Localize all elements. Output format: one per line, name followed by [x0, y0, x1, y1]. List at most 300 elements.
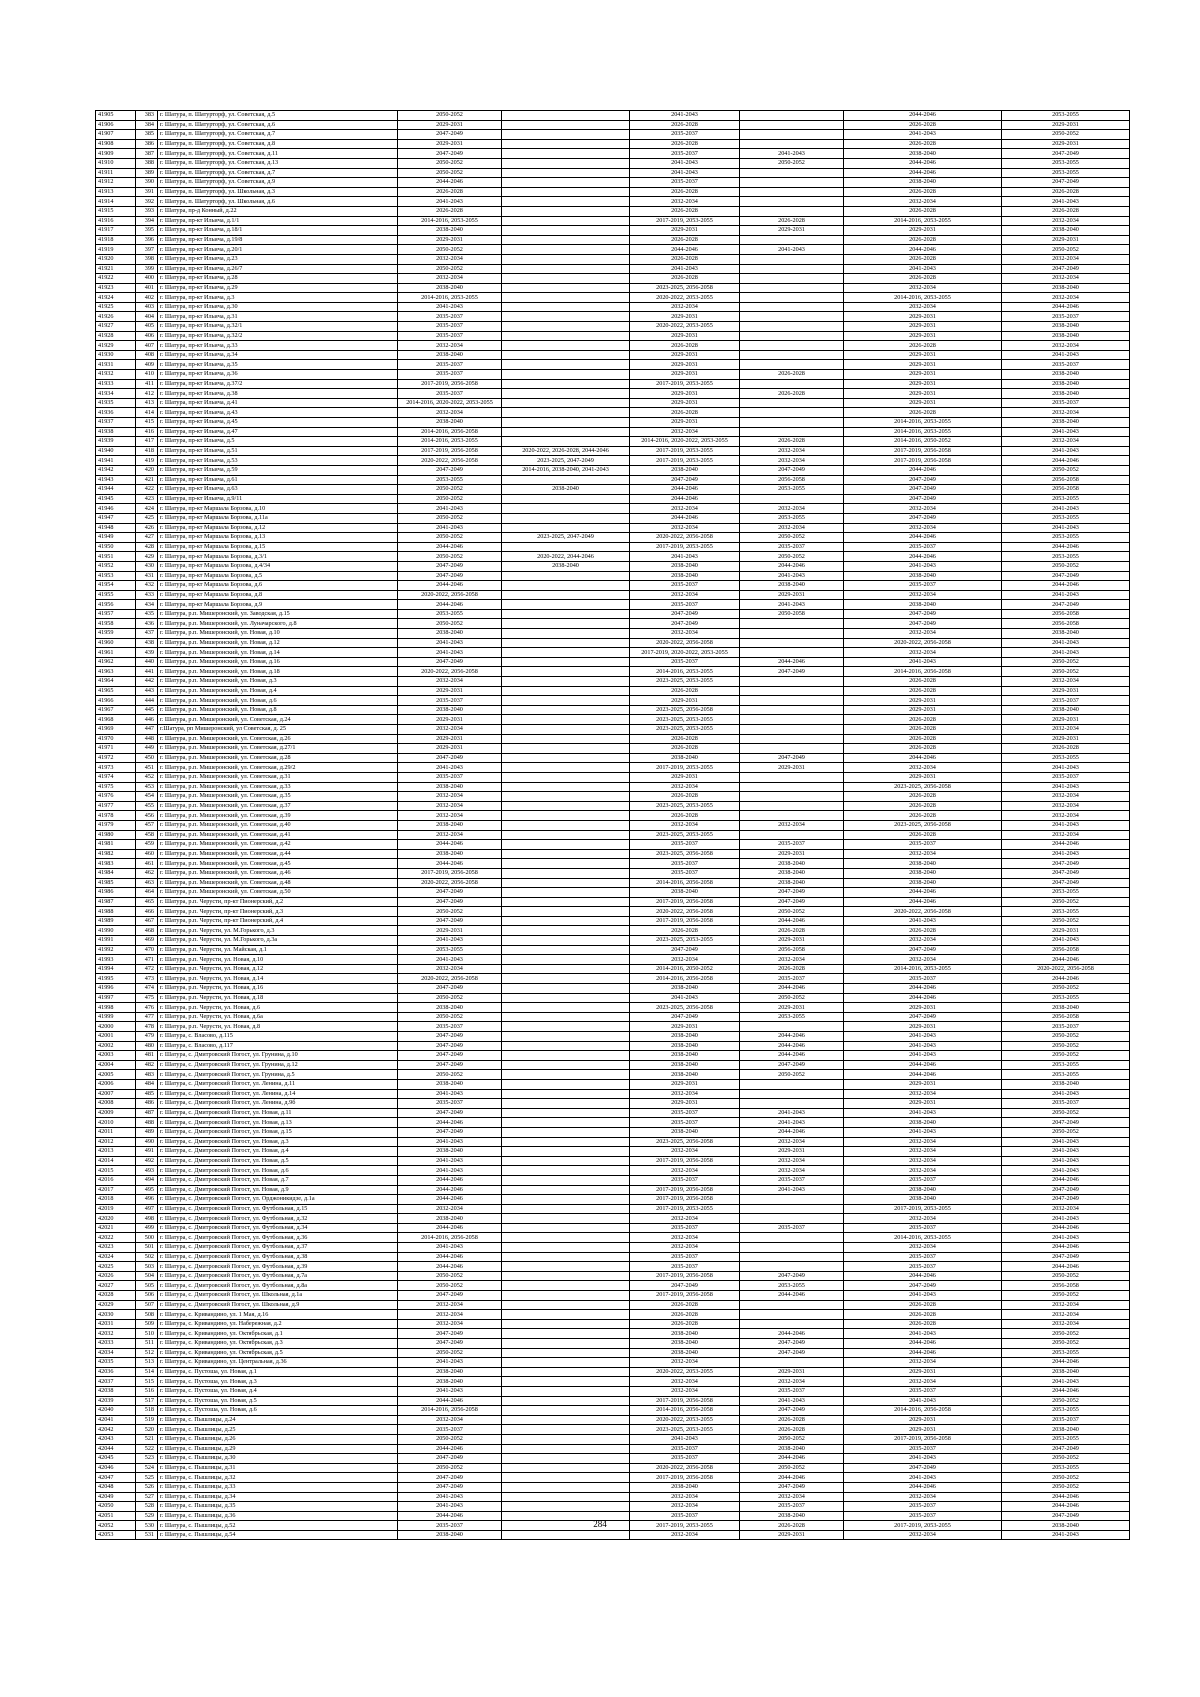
col-d-value: 2044-2046	[398, 1175, 502, 1185]
col-g-value: 2044-2046	[740, 1329, 844, 1339]
col-i-value: 2044-2046	[1002, 1175, 1130, 1185]
col-i-value: 2047-2049	[1002, 868, 1130, 878]
col-f-value: 2020-2022, 2056-2058	[630, 1463, 740, 1473]
col-d-value: 2017-2019, 2056-2058	[398, 446, 502, 456]
col-i-value: 2038-2040	[1002, 322, 1130, 332]
col-h-value: 2032-2034	[844, 1243, 1002, 1253]
col-e-value	[502, 111, 630, 121]
col-e-value	[502, 1444, 630, 1454]
col-g-value: 2029-2031	[740, 1367, 844, 1377]
row-address: г. Шатура, п. Шатурторф, ул. Школьная, д.3	[158, 187, 398, 197]
row-address: г. Шатура, п. Шатурторф, ул. Советская, д.13	[158, 158, 398, 168]
col-d-value: 2035-2037	[398, 312, 502, 322]
col-d-value: 2041-2043	[398, 1492, 502, 1502]
col-d-value: 2038-2040	[398, 1003, 502, 1013]
table-row	[96, 379, 1130, 389]
col-f-value: 2032-2034	[630, 1214, 740, 1224]
row-code: 41951	[96, 552, 136, 562]
col-e-value	[502, 1233, 630, 1243]
col-h-value: 2029-2031	[844, 1425, 1002, 1435]
col-f-value: 2029-2031	[630, 418, 740, 428]
col-d-value: 2050-2052	[398, 485, 502, 495]
table-row	[96, 120, 1130, 130]
col-g-value	[740, 772, 844, 782]
col-f-value: 2023-2025, 2053-2055	[630, 725, 740, 735]
col-g-value: 2041-2043	[740, 245, 844, 255]
col-d-value: 2044-2046	[398, 1511, 502, 1521]
table-row	[96, 465, 1130, 475]
col-i-value: 2044-2046	[1002, 1386, 1130, 1396]
col-g-value: 2047-2049	[740, 753, 844, 763]
row-code: 41970	[96, 734, 136, 744]
table-row	[96, 178, 1130, 188]
col-d-value: 2041-2043	[398, 1358, 502, 1368]
col-d-value: 2029-2031	[398, 734, 502, 744]
col-f-value: 2014-2016, 2053-2055	[630, 667, 740, 677]
row-code: 41987	[96, 897, 136, 907]
col-f-value: 2038-2040	[630, 1127, 740, 1137]
col-e-value	[502, 840, 630, 850]
col-h-value: 2047-2049	[844, 609, 1002, 619]
col-h-value: 2047-2049	[844, 494, 1002, 504]
row-number: 451	[136, 763, 158, 773]
row-number: 393	[136, 206, 158, 216]
col-d-value: 2047-2049	[398, 1482, 502, 1492]
row-address: г. Шатура, пр-кт Ильича, д.31	[158, 312, 398, 322]
row-number: 444	[136, 696, 158, 706]
row-code: 41910	[96, 158, 136, 168]
row-code: 41954	[96, 581, 136, 591]
row-address: г. Шатура, р.п. Черусти, ул. Новая, д.16	[158, 984, 398, 994]
col-g-value: 2035-2037	[740, 1502, 844, 1512]
row-address: г. Шатура, п. Шатурторф, ул. Советская, д.8	[158, 139, 398, 149]
col-i-value: 2047-2049	[1002, 859, 1130, 869]
row-number: 394	[136, 216, 158, 226]
row-number: 495	[136, 1185, 158, 1195]
col-e-value	[502, 360, 630, 370]
col-e-value	[502, 379, 630, 389]
table-row	[96, 1070, 1130, 1080]
col-f-value: 2032-2034	[630, 1386, 740, 1396]
row-address: г. Шатура, пр-кт Маршала Борзова, д.5	[158, 571, 398, 581]
col-g-value	[740, 408, 844, 418]
row-code: 41932	[96, 370, 136, 380]
table-row	[96, 926, 1130, 936]
col-h-value: 2017-2019, 2056-2058	[844, 456, 1002, 466]
col-h-value: 2038-2040	[844, 1185, 1002, 1195]
table-row	[96, 1415, 1130, 1425]
col-g-value: 2041-2043	[740, 149, 844, 159]
col-f-value: 2032-2034	[630, 1243, 740, 1253]
col-d-value: 2047-2049	[398, 984, 502, 994]
row-number: 450	[136, 753, 158, 763]
col-f-value: 2017-2019, 2056-2058	[630, 897, 740, 907]
col-f-value: 2023-2025, 2056-2058	[630, 705, 740, 715]
col-e-value	[502, 322, 630, 332]
col-f-value: 2035-2037	[630, 657, 740, 667]
col-f-value: 2035-2037	[630, 1108, 740, 1118]
col-h-value: 2032-2034	[844, 1214, 1002, 1224]
row-number: 443	[136, 686, 158, 696]
col-e-value	[502, 571, 630, 581]
row-address: г. Шатура, пр-кт Ильича, д.36	[158, 370, 398, 380]
table-row	[96, 302, 1130, 312]
col-h-value: 2023-2025, 2056-2058	[844, 782, 1002, 792]
col-f-value: 2047-2049	[630, 1012, 740, 1022]
col-e-value	[502, 1204, 630, 1214]
row-code: 42019	[96, 1204, 136, 1214]
col-g-value	[740, 350, 844, 360]
row-address: г. Шатура, с. Дмитровский Погост, ул. Новая, д.9	[158, 1185, 398, 1195]
col-d-value: 2014-2016, 2056-2058	[398, 1406, 502, 1416]
table-row	[96, 1444, 1130, 1454]
col-i-value: 2029-2031	[1002, 235, 1130, 245]
table-row	[96, 1147, 1130, 1157]
row-address: г. Шатура, пр-кт Ильича, д.47	[158, 427, 398, 437]
table-row	[96, 197, 1130, 207]
col-h-value: 2026-2028	[844, 206, 1002, 216]
col-h-value: 2044-2046	[844, 888, 1002, 898]
row-address: г. Шатура, пр-д Конный, д.22	[158, 206, 398, 216]
col-e-value	[502, 878, 630, 888]
table-row	[96, 1214, 1130, 1224]
col-e-value: 2038-2040	[502, 485, 630, 495]
row-code: 41983	[96, 859, 136, 869]
col-e-value	[502, 226, 630, 236]
row-code: 41989	[96, 916, 136, 926]
col-h-value: 2035-2037	[844, 1223, 1002, 1233]
col-e-value	[502, 1012, 630, 1022]
row-code: 42023	[96, 1243, 136, 1253]
row-code: 41988	[96, 907, 136, 917]
col-e-value	[502, 1175, 630, 1185]
col-h-value: 2026-2028	[844, 274, 1002, 284]
col-e-value: 2038-2040	[502, 561, 630, 571]
col-f-value: 2023-2025, 2056-2058	[630, 283, 740, 293]
row-number: 520	[136, 1425, 158, 1435]
col-i-value: 2032-2034	[1002, 677, 1130, 687]
row-code: 41966	[96, 696, 136, 706]
col-d-value: 2032-2034	[398, 677, 502, 687]
row-number: 530	[136, 1521, 158, 1531]
row-address: г. Шатура, р.п. Мишеронский, ул. Новая, д.14	[158, 648, 398, 658]
col-d-value: 2035-2037	[398, 370, 502, 380]
col-h-value: 2041-2043	[844, 1032, 1002, 1042]
col-h-value: 2032-2034	[844, 1530, 1002, 1540]
row-number: 496	[136, 1195, 158, 1205]
col-i-value: 2032-2034	[1002, 216, 1130, 226]
row-code: 41936	[96, 408, 136, 418]
row-code: 42012	[96, 1137, 136, 1147]
col-i-value: 2035-2037	[1002, 772, 1130, 782]
col-f-value: 2023-2025, 2056-2058	[630, 1137, 740, 1147]
row-number: 438	[136, 638, 158, 648]
table-row	[96, 581, 1130, 591]
row-address: г. Шатура, пр-кт Ильича, д.63	[158, 485, 398, 495]
row-address: г. Шатура, р.п. Черусти, пр-кт Пионерский, д.4	[158, 916, 398, 926]
col-e-value	[502, 350, 630, 360]
row-address: г. Шатура, с. Кривандино, ул. Октябрьская, д.1	[158, 1329, 398, 1339]
col-d-value: 2050-2052	[398, 111, 502, 121]
row-address: г. Шатура, р.п. Черусти, ул. М.Горького, д.3а	[158, 936, 398, 946]
row-code: 42016	[96, 1175, 136, 1185]
col-g-value	[740, 139, 844, 149]
row-code: 41949	[96, 533, 136, 543]
col-i-value: 2050-2052	[1002, 984, 1130, 994]
row-address: г. Шатура, пр-кт Ильича, д.28	[158, 274, 398, 284]
col-e-value	[502, 1396, 630, 1406]
row-code: 41990	[96, 926, 136, 936]
col-f-value: 2032-2034	[630, 629, 740, 639]
col-h-value: 2044-2046	[844, 1271, 1002, 1281]
col-i-value: 2035-2037	[1002, 1415, 1130, 1425]
col-f-value: 2035-2037	[630, 859, 740, 869]
col-e-value	[502, 638, 630, 648]
row-address: г. Шатура, пр-кт Ильича, д.35	[158, 360, 398, 370]
col-f-value: 2026-2028	[630, 734, 740, 744]
col-g-value: 2038-2040	[740, 868, 844, 878]
col-e-value	[502, 1118, 630, 1128]
table-row	[96, 1502, 1130, 1512]
col-d-value: 2032-2034	[398, 1300, 502, 1310]
row-address: г. Шатура, пр-кт Маршала Борзова, д.3/1	[158, 552, 398, 562]
row-code: 41920	[96, 254, 136, 264]
row-code: 41999	[96, 1012, 136, 1022]
col-g-value	[740, 235, 844, 245]
table-row	[96, 293, 1130, 303]
col-d-value: 2047-2049	[398, 888, 502, 898]
col-e-value	[502, 619, 630, 629]
row-address: г. Шатура, с. Пышлицы, д.30	[158, 1454, 398, 1464]
col-d-value: 2044-2046	[398, 178, 502, 188]
row-address: г. Шатура, п. Шатурторф, ул. Советская, д.7	[158, 168, 398, 178]
col-h-value: 2032-2034	[844, 1089, 1002, 1099]
col-h-value: 2026-2028	[844, 792, 1002, 802]
col-i-value: 2032-2034	[1002, 274, 1130, 284]
row-code: 41959	[96, 629, 136, 639]
row-address: г. Шатура, с. Кривандино, ул. Октябрьская, д.3	[158, 1339, 398, 1349]
col-i-value: 2029-2031	[1002, 926, 1130, 936]
col-g-value	[740, 494, 844, 504]
col-f-value: 2017-2019, 2053-2055	[630, 1204, 740, 1214]
table-row	[96, 216, 1130, 226]
col-e-value	[502, 389, 630, 399]
col-d-value: 2050-2052	[398, 1281, 502, 1291]
col-i-value: 2056-2058	[1002, 1281, 1130, 1291]
row-address: г. Шатура, р.п. Мишеронский, ул. Советская, д.33	[158, 782, 398, 792]
col-f-value: 2023-2025, 2053-2055	[630, 830, 740, 840]
col-g-value: 2044-2046	[740, 657, 844, 667]
col-e-value	[502, 1127, 630, 1137]
col-e-value	[502, 1032, 630, 1042]
col-e-value	[502, 120, 630, 130]
col-d-value: 2014-2016, 2056-2058	[398, 427, 502, 437]
row-number: 392	[136, 197, 158, 207]
col-f-value: 2041-2043	[630, 264, 740, 274]
row-address: г. Шатура, р.п. Мишеронский, ул. Заводская, д.15	[158, 609, 398, 619]
row-address: г. Шатура, р.п. Мишеронский, ул. Советская, д.28	[158, 753, 398, 763]
col-h-value: 2026-2028	[844, 341, 1002, 351]
row-code: 41907	[96, 130, 136, 140]
col-h-value: 2014-2016, 2053-2055	[844, 1233, 1002, 1243]
col-i-value: 2041-2043	[1002, 936, 1130, 946]
col-g-value: 2050-2058	[740, 609, 844, 619]
col-e-value	[502, 984, 630, 994]
col-h-value: 2026-2028	[844, 254, 1002, 264]
col-h-value: 2038-2040	[844, 149, 1002, 159]
col-i-value: 2053-2055	[1002, 533, 1130, 543]
row-code: 41931	[96, 360, 136, 370]
col-i-value: 2038-2040	[1002, 1367, 1130, 1377]
col-i-value: 2053-2055	[1002, 1463, 1130, 1473]
col-i-value: 2035-2037	[1002, 1099, 1130, 1109]
col-h-value: 2035-2037	[844, 581, 1002, 591]
col-d-value: 2038-2040	[398, 418, 502, 428]
col-e-value	[502, 859, 630, 869]
row-address: г. Шатура, с. Пышлицы, д.34	[158, 1492, 398, 1502]
col-h-value: 2029-2031	[844, 398, 1002, 408]
col-d-value: 2026-2028	[398, 187, 502, 197]
table-row	[96, 1271, 1130, 1281]
col-g-value	[740, 801, 844, 811]
row-address: г. Шатура, р.п. Мишеронский, ул. Советская, д.41	[158, 830, 398, 840]
col-g-value: 2029-2031	[740, 226, 844, 236]
col-f-value: 2020-2022, 2056-2058	[630, 533, 740, 543]
col-e-value	[502, 1089, 630, 1099]
col-f-value: 2032-2034	[630, 820, 740, 830]
col-g-value: 2026-2028	[740, 216, 844, 226]
col-i-value: 2044-2046	[1002, 1502, 1130, 1512]
col-f-value: 2035-2037	[630, 581, 740, 591]
table-row	[96, 571, 1130, 581]
col-i-value: 2032-2034	[1002, 1319, 1130, 1329]
row-code: 41941	[96, 456, 136, 466]
col-e-value	[502, 782, 630, 792]
row-address: г. Шатура, пр-кт Ильича, д.45	[158, 418, 398, 428]
row-code: 41972	[96, 753, 136, 763]
col-g-value	[740, 427, 844, 437]
col-d-value: 2035-2037	[398, 331, 502, 341]
row-number: 462	[136, 868, 158, 878]
row-number: 410	[136, 370, 158, 380]
row-number: 514	[136, 1367, 158, 1377]
col-d-value: 2041-2043	[398, 1156, 502, 1166]
col-i-value: 2050-2052	[1002, 1454, 1130, 1464]
table-row	[96, 820, 1130, 830]
col-g-value: 2029-2031	[740, 849, 844, 859]
col-i-value: 2050-2052	[1002, 561, 1130, 571]
row-address: г. Шатура, р.п. Мишеронский, ул. Новая, д.10	[158, 629, 398, 639]
col-f-value: 2026-2028	[630, 274, 740, 284]
col-e-value	[502, 178, 630, 188]
row-number: 414	[136, 408, 158, 418]
row-number: 517	[136, 1396, 158, 1406]
row-number: 437	[136, 629, 158, 639]
col-d-value: 2050-2052	[398, 533, 502, 543]
row-number: 531	[136, 1530, 158, 1540]
row-code: 41937	[96, 418, 136, 428]
row-address: г. Шатура, с. Кривандино, ул. 1 Мая, д.16	[158, 1310, 398, 1320]
col-d-value: 2047-2049	[398, 561, 502, 571]
row-code: 41958	[96, 619, 136, 629]
row-code: 42011	[96, 1127, 136, 1137]
col-d-value: 2038-2040	[398, 1214, 502, 1224]
row-number: 505	[136, 1281, 158, 1291]
col-f-value: 2038-2040	[630, 1032, 740, 1042]
row-number: 468	[136, 926, 158, 936]
col-d-value: 2041-2043	[398, 504, 502, 514]
col-d-value: 2044-2046	[398, 581, 502, 591]
col-d-value: 2050-2052	[398, 513, 502, 523]
row-address: г. Шатура, пр-кт Ильича, д.26/7	[158, 264, 398, 274]
col-f-value: 2047-2049	[630, 945, 740, 955]
col-f-value: 2044-2046	[630, 494, 740, 504]
col-g-value: 2035-2037	[740, 1175, 844, 1185]
col-d-value: 2047-2049	[398, 916, 502, 926]
row-code: 41964	[96, 677, 136, 687]
col-f-value: 2014-2016, 2056-2058	[630, 1406, 740, 1416]
col-f-value: 2032-2034	[630, 1089, 740, 1099]
col-g-value: 2032-2034	[740, 1166, 844, 1176]
col-e-value	[502, 1329, 630, 1339]
col-h-value: 2038-2040	[844, 878, 1002, 888]
table-row	[96, 504, 1130, 514]
col-f-value: 2032-2034	[630, 523, 740, 533]
row-number: 472	[136, 964, 158, 974]
col-g-value: 2035-2037	[740, 542, 844, 552]
col-d-value: 2047-2049	[398, 1108, 502, 1118]
table-row	[96, 1319, 1130, 1329]
col-i-value: 2038-2040	[1002, 379, 1130, 389]
col-e-value	[502, 1291, 630, 1301]
col-f-value: 2020-2022, 2053-2055	[630, 322, 740, 332]
row-code: 41960	[96, 638, 136, 648]
col-i-value: 2041-2043	[1002, 523, 1130, 533]
col-g-value	[740, 696, 844, 706]
col-e-value	[502, 907, 630, 917]
col-i-value: 2041-2043	[1002, 1147, 1130, 1157]
row-address: г. Шатура, с. Дмитровский Погост, ул. Грунина, д.5	[158, 1070, 398, 1080]
col-e-value	[502, 801, 630, 811]
row-code: 42003	[96, 1051, 136, 1061]
col-i-value: 2053-2055	[1002, 1060, 1130, 1070]
col-i-value: 2041-2043	[1002, 1233, 1130, 1243]
col-h-value: 2029-2031	[844, 1022, 1002, 1032]
row-address: г. Шатура, пр-кт Ильича, д.53	[158, 456, 398, 466]
row-address: г. Шатура, пр-кт Ильича, д.23	[158, 254, 398, 264]
col-h-value: 2041-2043	[844, 264, 1002, 274]
col-g-value: 2053-2055	[740, 1281, 844, 1291]
col-d-value: 2053-2055	[398, 475, 502, 485]
row-code: 41905	[96, 111, 136, 121]
row-address: г. Шатура, пр-кт Маршала Борзова, д.10	[158, 504, 398, 514]
table-row	[96, 1243, 1130, 1253]
row-code: 41934	[96, 389, 136, 399]
col-i-value: 2038-2040	[1002, 331, 1130, 341]
col-i-value: 2050-2052	[1002, 130, 1130, 140]
row-address: г. Шатура, п. Шатурторф, ул. Советская, д.11	[158, 149, 398, 159]
col-f-value: 2038-2040	[630, 1348, 740, 1358]
table-row	[96, 840, 1130, 850]
col-h-value: 2035-2037	[844, 840, 1002, 850]
col-h-value: 2032-2034	[844, 955, 1002, 965]
col-f-value: 2023-2025, 2053-2055	[630, 715, 740, 725]
col-g-value: 2044-2046	[740, 1127, 844, 1137]
row-code: 42034	[96, 1348, 136, 1358]
col-f-value: 2017-2019, 2056-2058	[630, 1271, 740, 1281]
col-e-value	[502, 206, 630, 216]
col-d-value: 2050-2052	[398, 1348, 502, 1358]
